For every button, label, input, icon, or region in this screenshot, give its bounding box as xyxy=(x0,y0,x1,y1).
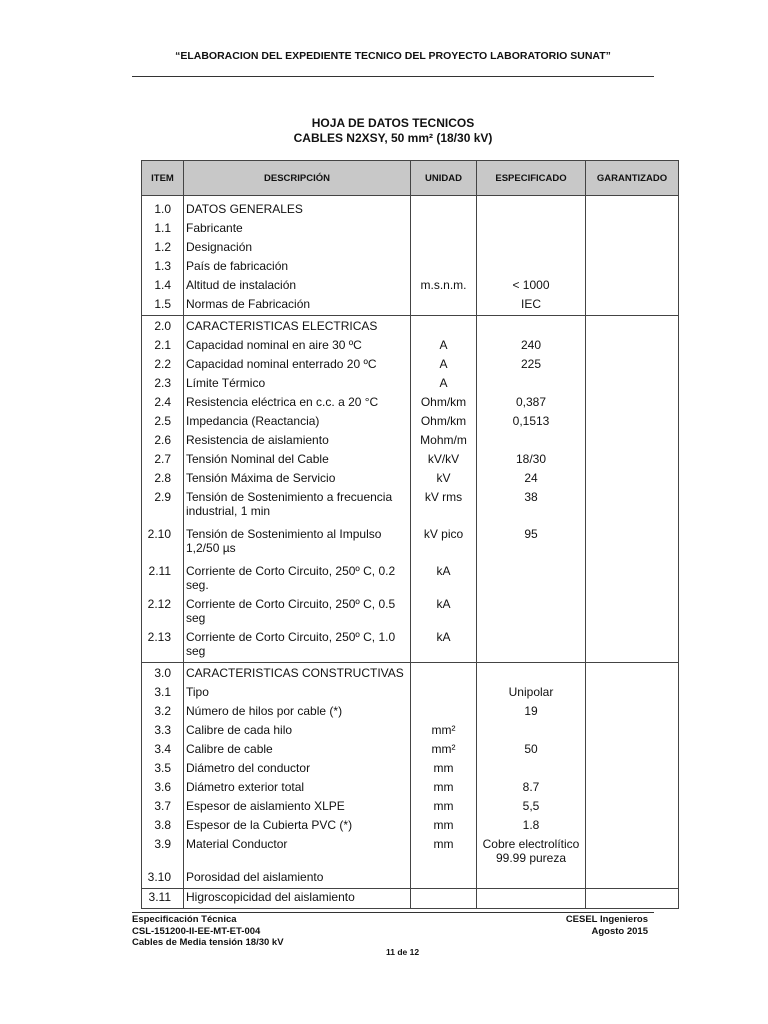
cell-specified xyxy=(477,596,586,629)
cell-guaranteed xyxy=(586,375,679,394)
cell-unit: Ohm/km xyxy=(411,394,477,413)
table-row xyxy=(142,663,679,685)
table-row xyxy=(142,394,679,413)
cell-specified xyxy=(477,239,586,258)
cell-unit: kA xyxy=(411,629,477,663)
cell-item: 3.11 xyxy=(142,889,184,909)
cell-description: Tensión Nominal del Cable xyxy=(184,451,411,470)
cell-guaranteed xyxy=(586,722,679,741)
cell-item: 1.1 xyxy=(142,220,184,239)
cell-unit: kV/kV xyxy=(411,451,477,470)
cell-guaranteed xyxy=(586,356,679,375)
cell-description: País de fabricación xyxy=(184,258,411,277)
cell-guaranteed xyxy=(586,629,679,663)
cell-unit: kA xyxy=(411,596,477,629)
cell-specified xyxy=(477,563,586,596)
cell-description: Material Conductor xyxy=(184,836,411,869)
cell-item: 2.5 xyxy=(142,413,184,432)
document-subtitle: CABLES N2XSY, 50 mm² (18/30 kV) xyxy=(293,131,493,145)
cell-guaranteed xyxy=(586,798,679,817)
cell-guaranteed xyxy=(586,432,679,451)
cell-description: CARACTERISTICAS ELECTRICAS xyxy=(184,316,411,338)
cell-description: Límite Térmico xyxy=(184,375,411,394)
cell-unit: mm xyxy=(411,836,477,869)
cell-specified: 5,5 xyxy=(477,798,586,817)
cell-guaranteed xyxy=(586,889,679,909)
cell-description: Corriente de Corto Circuito, 250º C, 0.5 seg xyxy=(184,596,411,629)
header-garantizado: GARANTIZADO xyxy=(586,161,679,196)
cell-unit: mm xyxy=(411,779,477,798)
cell-specified xyxy=(477,258,586,277)
cell-guaranteed xyxy=(586,337,679,356)
cell-specified: 38 xyxy=(477,489,586,526)
cell-item: 3.7 xyxy=(142,798,184,817)
cell-specified: 19 xyxy=(477,703,586,722)
table-header-row xyxy=(142,161,679,196)
cell-description: Diámetro exterior total xyxy=(184,779,411,798)
cell-specified xyxy=(477,196,586,221)
cell-item: 3.9 xyxy=(142,836,184,869)
cell-description: Corriente de Corto Circuito, 250º C, 0.2 seg. xyxy=(184,563,411,596)
table-row xyxy=(142,432,679,451)
table-row xyxy=(142,722,679,741)
footer-date: Agosto 2015 xyxy=(591,925,648,937)
cell-guaranteed xyxy=(586,596,679,629)
table-row xyxy=(142,836,679,869)
cell-unit: kV rms xyxy=(411,489,477,526)
cell-guaranteed xyxy=(586,239,679,258)
cell-guaranteed xyxy=(586,836,679,869)
cell-item: 2.8 xyxy=(142,470,184,489)
cell-description: Diámetro del conductor xyxy=(184,760,411,779)
cell-specified: 24 xyxy=(477,470,586,489)
cell-description: DATOS GENERALES xyxy=(184,196,411,221)
table-row xyxy=(142,316,679,338)
cell-unit: A xyxy=(411,356,477,375)
cell-description: Capacidad nominal enterrado 20 ºC xyxy=(184,356,411,375)
header-item: ITEM xyxy=(142,161,184,196)
table-row xyxy=(142,239,679,258)
cell-specified: IEC xyxy=(477,296,586,316)
cell-unit: mm xyxy=(411,760,477,779)
table-row xyxy=(142,526,679,563)
cell-item: 3.3 xyxy=(142,722,184,741)
table-row xyxy=(142,629,679,663)
table-row xyxy=(142,196,679,221)
cell-unit xyxy=(411,220,477,239)
cell-item: 3.0 xyxy=(142,663,184,685)
cell-item: 2.4 xyxy=(142,394,184,413)
cell-description: Normas de Fabricación xyxy=(184,296,411,316)
page-number: 11 de 12 xyxy=(386,947,420,957)
table-row xyxy=(142,563,679,596)
cell-guaranteed xyxy=(586,220,679,239)
cell-specified: 0,1513 xyxy=(477,413,586,432)
cell-guaranteed xyxy=(586,489,679,526)
cell-specified: Unipolar xyxy=(477,684,586,703)
table-row xyxy=(142,684,679,703)
cell-item: 3.2 xyxy=(142,703,184,722)
cell-unit xyxy=(411,703,477,722)
footer-doc-code: CSL-151200-II-EE-MT-ET-004 xyxy=(132,925,261,937)
cell-item: 2.1 xyxy=(142,337,184,356)
project-header-title: “ELABORACION DEL EXPEDIENTE TECNICO DEL PROYECTO LABORATORIO SUNAT” xyxy=(175,50,611,62)
footer-divider xyxy=(132,912,654,913)
cell-specified: 8.7 xyxy=(477,779,586,798)
cell-unit xyxy=(411,316,477,338)
cell-unit: mm xyxy=(411,817,477,836)
cell-unit: m.s.n.m. xyxy=(411,277,477,296)
cell-specified: 18/30 xyxy=(477,451,586,470)
cell-specified xyxy=(477,316,586,338)
cell-description: Porosidad del aislamiento xyxy=(184,869,411,889)
cell-item: 2.10 xyxy=(142,526,184,563)
cell-specified: 95 xyxy=(477,526,586,563)
table-row xyxy=(142,277,679,296)
cell-guaranteed xyxy=(586,663,679,685)
cell-item: 1.3 xyxy=(142,258,184,277)
cell-guaranteed xyxy=(586,817,679,836)
cell-description: Resistencia eléctrica en c.c. a 20 °C xyxy=(184,394,411,413)
cell-specified xyxy=(477,869,586,889)
cell-guaranteed xyxy=(586,703,679,722)
cell-unit: kA xyxy=(411,563,477,596)
cell-item: 3.1 xyxy=(142,684,184,703)
table-row xyxy=(142,741,679,760)
table-row xyxy=(142,337,679,356)
cell-description: Tensión Máxima de Servicio xyxy=(184,470,411,489)
table-row xyxy=(142,356,679,375)
cell-description: Tensión de Sostenimiento a frecuencia industrial, 1 min xyxy=(184,489,411,526)
header-descripcion: DESCRIPCIÓN xyxy=(184,161,411,196)
table-row xyxy=(142,296,679,316)
table-row xyxy=(142,889,679,909)
table-row xyxy=(142,220,679,239)
footer-right xyxy=(566,914,648,937)
cell-item: 3.8 xyxy=(142,817,184,836)
cell-description: Altitud de instalación xyxy=(184,277,411,296)
cell-guaranteed xyxy=(586,760,679,779)
cell-item: 2.7 xyxy=(142,451,184,470)
table-row xyxy=(142,869,679,889)
cell-item: 2.2 xyxy=(142,356,184,375)
cell-item: 2.3 xyxy=(142,375,184,394)
table-row xyxy=(142,470,679,489)
cell-specified xyxy=(477,663,586,685)
cell-unit xyxy=(411,296,477,316)
cell-unit: Mohm/m xyxy=(411,432,477,451)
cell-specified: 50 xyxy=(477,741,586,760)
cell-unit: mm² xyxy=(411,741,477,760)
cell-item: 2.12 xyxy=(142,596,184,629)
cell-description: Calibre de cada hilo xyxy=(184,722,411,741)
footer-doc-name: Cables de Media tensión 18/30 kV xyxy=(132,937,284,948)
cell-description: Designación xyxy=(184,239,411,258)
cell-item: 3.5 xyxy=(142,760,184,779)
cell-unit: Ohm/km xyxy=(411,413,477,432)
table-row xyxy=(142,451,679,470)
cell-guaranteed xyxy=(586,296,679,316)
cell-specified xyxy=(477,722,586,741)
cell-guaranteed xyxy=(586,741,679,760)
cell-specified: 240 xyxy=(477,337,586,356)
cell-guaranteed xyxy=(586,563,679,596)
cell-specified: 1.8 xyxy=(477,817,586,836)
cell-guaranteed xyxy=(586,316,679,338)
cell-item: 2.9 xyxy=(142,489,184,526)
cell-item: 1.0 xyxy=(142,196,184,221)
cell-description: Resistencia de aislamiento xyxy=(184,432,411,451)
cell-description: Espesor de aislamiento XLPE xyxy=(184,798,411,817)
cell-unit xyxy=(411,663,477,685)
cell-description: CARACTERISTICAS CONSTRUCTIVAS xyxy=(184,663,411,685)
cell-item: 2.0 xyxy=(142,316,184,338)
cell-description: Higroscopicidad del aislamiento xyxy=(184,889,411,909)
cell-description: Tipo xyxy=(184,684,411,703)
cell-unit xyxy=(411,869,477,889)
table-row xyxy=(142,817,679,836)
cell-unit: mm xyxy=(411,798,477,817)
cell-description: Calibre de cable xyxy=(184,741,411,760)
table-row xyxy=(142,596,679,629)
cell-unit xyxy=(411,258,477,277)
cell-guaranteed xyxy=(586,451,679,470)
cell-specified xyxy=(477,220,586,239)
cell-item: 2.13 xyxy=(142,629,184,663)
cell-specified: 0,387 xyxy=(477,394,586,413)
cell-guaranteed xyxy=(586,196,679,221)
cell-unit: kV xyxy=(411,470,477,489)
cell-specified xyxy=(477,889,586,909)
footer-left xyxy=(132,914,284,949)
cell-description: Corriente de Corto Circuito, 250º C, 1.0 seg xyxy=(184,629,411,663)
footer-company: CESEL Ingenieros xyxy=(565,914,648,925)
cell-item: 3.6 xyxy=(142,779,184,798)
cell-unit: A xyxy=(411,337,477,356)
cell-guaranteed xyxy=(586,684,679,703)
cell-guaranteed xyxy=(586,413,679,432)
cell-specified: < 1000 xyxy=(477,277,586,296)
cell-specified xyxy=(477,432,586,451)
cell-description: Impedancia (Reactancia) xyxy=(184,413,411,432)
table-row xyxy=(142,760,679,779)
cell-specified xyxy=(477,760,586,779)
cell-unit xyxy=(411,889,477,909)
cell-guaranteed xyxy=(586,470,679,489)
cell-guaranteed xyxy=(586,526,679,563)
cell-unit xyxy=(411,239,477,258)
cell-unit xyxy=(411,684,477,703)
cell-unit: kV pico xyxy=(411,526,477,563)
table-row xyxy=(142,375,679,394)
table-row xyxy=(142,413,679,432)
document-title: HOJA DE DATOS TECNICOS xyxy=(311,116,475,130)
table-row xyxy=(142,258,679,277)
cell-specified: Cobre electrolítico 99.99 pureza xyxy=(477,836,586,869)
cell-description: Fabricante xyxy=(184,220,411,239)
cell-item: 1.4 xyxy=(142,277,184,296)
header-divider xyxy=(132,76,654,77)
cell-guaranteed xyxy=(586,258,679,277)
cell-item: 2.6 xyxy=(142,432,184,451)
cell-item: 1.5 xyxy=(142,296,184,316)
cell-description: Número de hilos por cable (*) xyxy=(184,703,411,722)
cell-unit: mm² xyxy=(411,722,477,741)
table-row xyxy=(142,798,679,817)
cell-guaranteed xyxy=(586,394,679,413)
cell-description: Capacidad nominal en aire 30 ºC xyxy=(184,337,411,356)
cell-unit xyxy=(411,196,477,221)
cell-item: 1.2 xyxy=(142,239,184,258)
cell-specified: 225 xyxy=(477,356,586,375)
footer-doc-type: Especificación Técnica xyxy=(132,914,237,925)
table-row xyxy=(142,779,679,798)
cell-unit: A xyxy=(411,375,477,394)
cell-specified xyxy=(477,375,586,394)
cell-specified xyxy=(477,629,586,663)
cell-item: 2.11 xyxy=(142,563,184,596)
header-especificado: ESPECIFICADO xyxy=(477,161,586,196)
header-unidad: UNIDAD xyxy=(411,161,477,196)
cell-item: 3.4 xyxy=(142,741,184,760)
table-row xyxy=(142,489,679,526)
cell-guaranteed xyxy=(586,869,679,889)
cell-guaranteed xyxy=(586,277,679,296)
cell-guaranteed xyxy=(586,779,679,798)
technical-data-table xyxy=(141,160,679,909)
cell-description: Espesor de la Cubierta PVC (*) xyxy=(184,817,411,836)
cell-item: 3.10 xyxy=(142,869,184,889)
cell-description: Tensión de Sostenimiento al Impulso 1,2/50 µs xyxy=(184,526,411,563)
table-row xyxy=(142,703,679,722)
